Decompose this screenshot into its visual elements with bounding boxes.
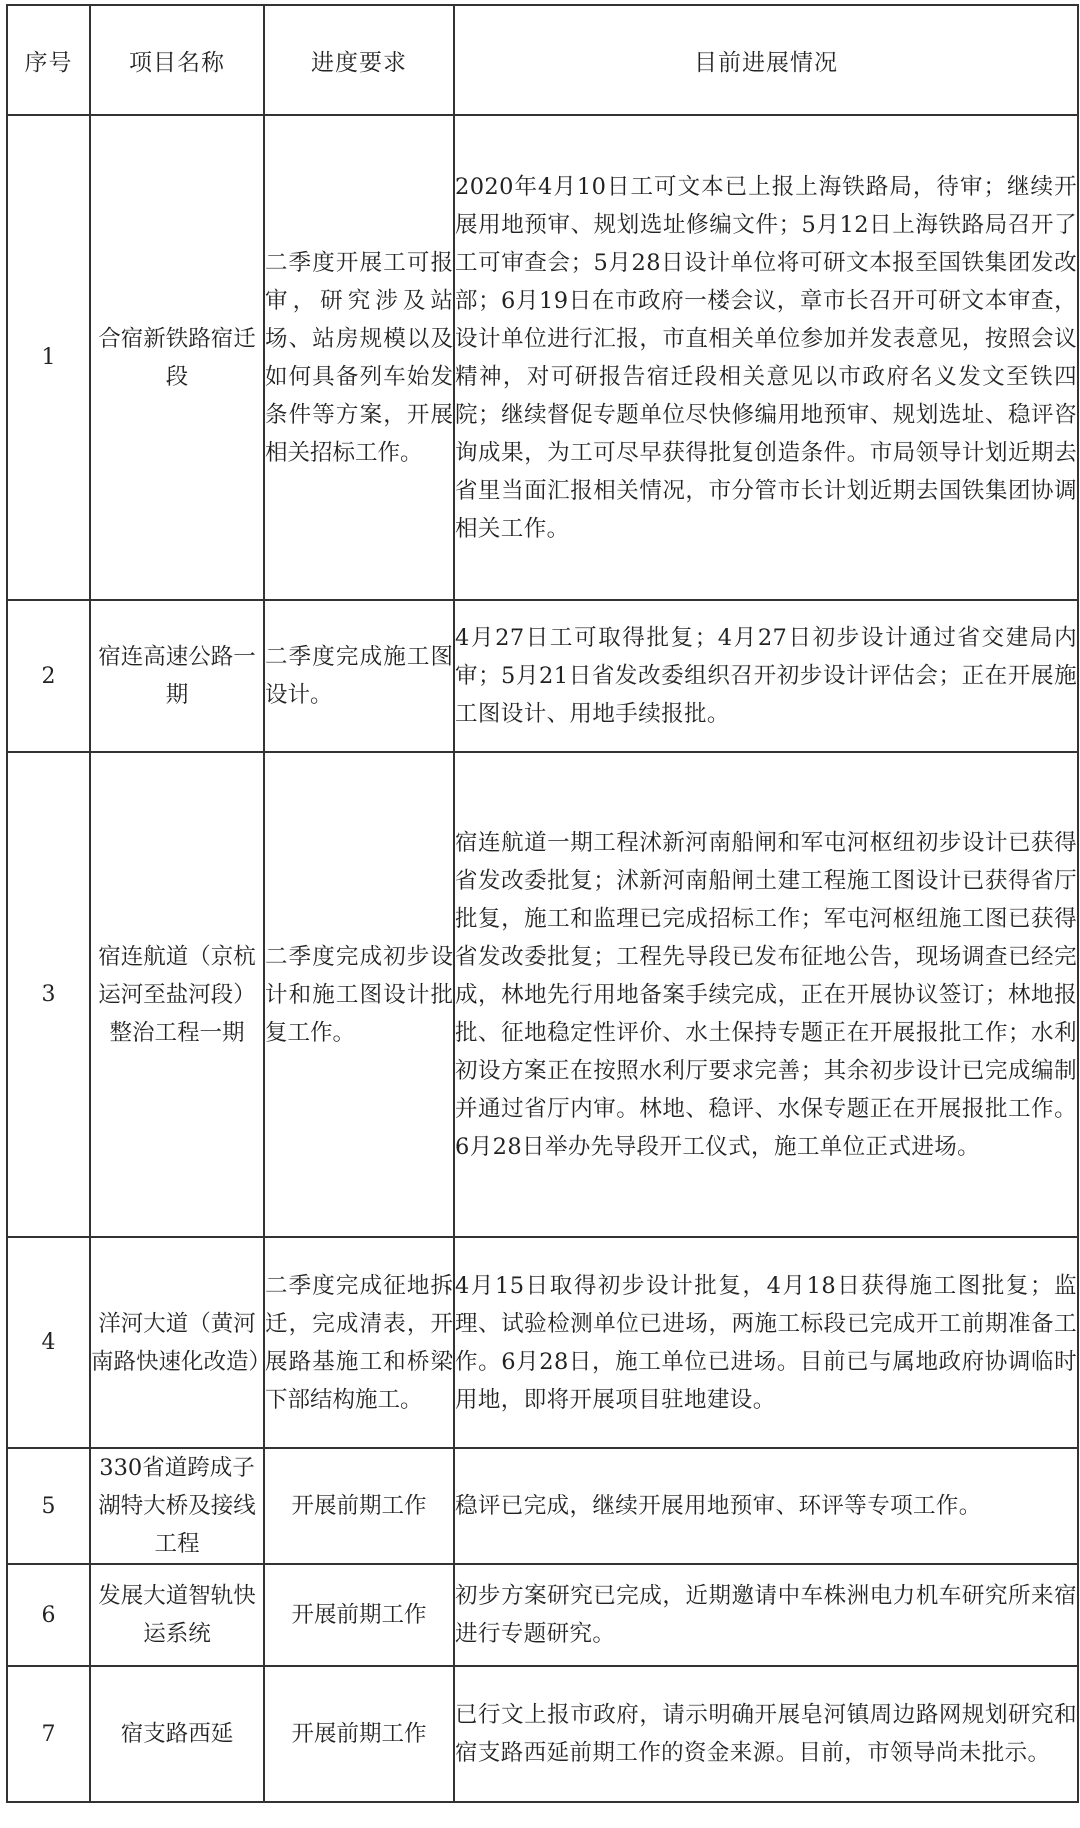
progress-table xyxy=(6,4,1079,1803)
row-no: 1 xyxy=(7,115,90,600)
row-requirement: 二季度完成施工图设计。 xyxy=(264,600,454,752)
row-no: 7 xyxy=(7,1666,90,1802)
row-requirement: 开展前期工作 xyxy=(264,1564,454,1666)
row-no: 2 xyxy=(7,600,90,752)
row-status: 稳评已完成，继续开展用地预审、环评等专项工作。 xyxy=(454,1448,1078,1564)
header-name: 项目名称 xyxy=(90,5,264,115)
row-requirement: 开展前期工作 xyxy=(264,1448,454,1564)
table-row xyxy=(7,115,1078,600)
table-row xyxy=(7,1237,1078,1448)
row-status: 已行文上报市政府，请示明确开展皂河镇周边路网规划研究和宿支路西延前期工作的资金来源。目前，市领导尚未批示。 xyxy=(454,1666,1078,1802)
row-project-name: 宿连航道（京杭运河至盐河段）整治工程一期 xyxy=(90,752,264,1237)
row-project-name: 洋河大道（黄河南路快速化改造） xyxy=(90,1237,264,1448)
row-project-name: 宿连高速公路一期 xyxy=(90,600,264,752)
row-project-name: 330省道跨成子湖特大桥及接线工程 xyxy=(90,1448,264,1564)
row-no: 5 xyxy=(7,1448,90,1564)
table-row xyxy=(7,752,1078,1237)
row-requirement: 二季度完成初步设计和施工图设计批复工作。 xyxy=(264,752,454,1237)
table-row xyxy=(7,600,1078,752)
row-requirement: 开展前期工作 xyxy=(264,1666,454,1802)
row-status: 初步方案研究已完成，近期邀请中车株洲电力机车研究所来宿进行专题研究。 xyxy=(454,1564,1078,1666)
row-status: 2020年4月10日工可文本已上报上海铁路局，待审；继续开展用地预审、规划选址修编文件；5月12日上海铁路局召开了工可审查会；5月28日设计单位将可研文本报至国铁集团发改部；6月19日在市政府一楼会议，章市长召开可研文本审查，设计单位进行汇报，市直相关单位参加并发表意见，按照会议精神，对可研报告宿迁段相关意见以市政府名义发文至铁四院；继续督促专题单位尽快修编用地预审、规划选址、稳评咨询成果，为工可尽早获得批复创造条件。市局领导计划近期去省里当面汇报相关情况，市分管市长计划近期去国铁集团协调相关工作。 xyxy=(454,115,1078,600)
row-no: 4 xyxy=(7,1237,90,1448)
row-requirement: 二季度完成征地拆迁，完成清表，开展路基施工和桥梁下部结构施工。 xyxy=(264,1237,454,1448)
row-status: 4月15日取得初步设计批复，4月18日获得施工图批复；监理、试验检测单位已进场，两施工标段已完成开工前期准备工作。6月28日，施工单位已进场。目前已与属地政府协调临时用地，即将开展项目驻地建设。 xyxy=(454,1237,1078,1448)
header-requirement: 进度要求 xyxy=(264,5,454,115)
row-no: 3 xyxy=(7,752,90,1237)
row-no: 6 xyxy=(7,1564,90,1666)
table-row xyxy=(7,1666,1078,1802)
row-status: 4月27日工可取得批复；4月27日初步设计通过省交建局内审；5月21日省发改委组织召开初步设计评估会；正在开展施工图设计、用地手续报批。 xyxy=(454,600,1078,752)
row-project-name: 合宿新铁路宿迁段 xyxy=(90,115,264,600)
header-no: 序号 xyxy=(7,5,90,115)
table-row xyxy=(7,1448,1078,1564)
row-status: 宿连航道一期工程沭新河南船闸和军屯河枢纽初步设计已获得省发改委批复；沭新河南船闸土建工程施工图设计已获得省厅批复，施工和监理已完成招标工作；军屯河枢纽施工图已获得省发改委批复；工程先导段已发布征地公告，现场调查已经完成，林地先行用地备案手续完成，正在开展协议签订；林地报批、征地稳定性评价、水土保持专题正在开展报批工作；水利初设方案正在按照水利厅要求完善；其余初步设计已完成编制并通过省厅内审。林地、稳评、水保专题正在开展报批工作。6月28日举办先导段开工仪式，施工单位正式进场。 xyxy=(454,752,1078,1237)
row-project-name: 发展大道智轨快运系统 xyxy=(90,1564,264,1666)
row-project-name: 宿支路西延 xyxy=(90,1666,264,1802)
row-requirement: 二季度开展工可报审，研究涉及站场、站房规模以及如何具备列车始发条件等方案，开展相关招标工作。 xyxy=(264,115,454,600)
table-row xyxy=(7,1564,1078,1666)
header-status: 目前进展情况 xyxy=(454,5,1078,115)
table-header-row xyxy=(7,5,1078,115)
